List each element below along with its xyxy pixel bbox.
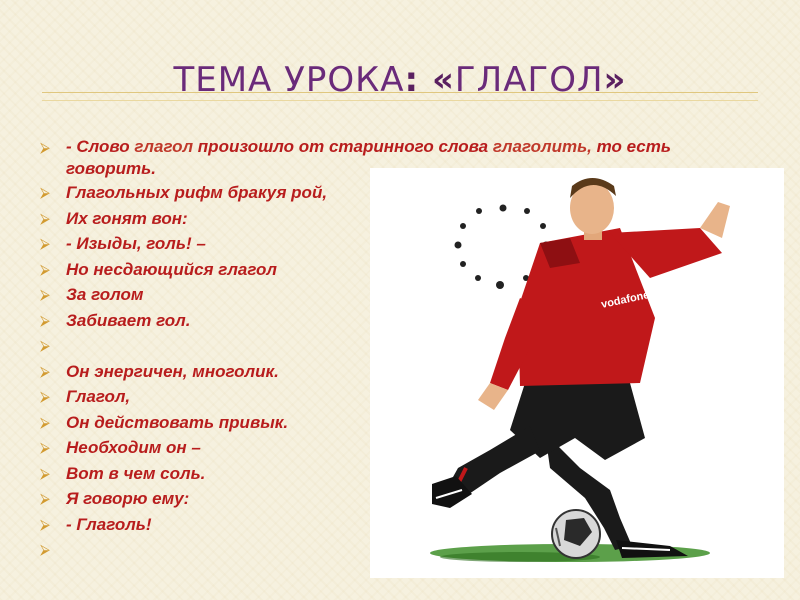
list-item-text: Он энергичен, многолик.: [66, 361, 279, 381]
footballer-image: [370, 168, 784, 578]
list-item-text: Я говорю ему:: [66, 489, 190, 508]
title-prefix: ТЕМА УРОКА: [173, 60, 405, 100]
list-item-text: произошло от старинного слова: [193, 137, 493, 156]
arrow-bullet-icon: ⮚: [40, 139, 50, 155]
arrow-bullet-icon: ⮚: [40, 413, 50, 430]
list-item-text: то есть говорить.: [66, 137, 671, 178]
title-rule-bottom: [42, 100, 758, 101]
list-item-text: Вот в чем соль.: [66, 463, 206, 483]
arrow-bullet-icon: ⮚: [40, 464, 50, 481]
arrow-bullet-icon: ⮚: [40, 337, 50, 353]
arrow-bullet-icon: ⮚: [40, 311, 50, 328]
arrow-bullet-icon: ⮚: [40, 362, 50, 379]
list-item-text: - Изыды, голь! –: [66, 234, 206, 253]
arrow-bullet-icon: ⮚: [40, 209, 50, 226]
list-item-text: Необходим он –: [66, 438, 201, 457]
arrow-bullet-icon: ⮚: [40, 388, 50, 404]
arrow-bullet-icon: ⮚: [40, 184, 50, 200]
footballer-illustration: [370, 168, 784, 578]
keyword-glagol: глагол: [134, 137, 194, 156]
arrow-bullet-icon: ⮚: [40, 235, 50, 251]
ball-icon: [552, 510, 600, 558]
list-item-text: - Глаголь!: [66, 514, 152, 534]
arrow-bullet-icon: ⮚: [40, 490, 50, 506]
list-item-text: Их гонят вон:: [66, 208, 188, 228]
arrow-bullet-icon: ⮚: [40, 541, 50, 557]
title-colon: :: [404, 60, 432, 100]
arrow-bullet-icon: ⮚: [40, 439, 50, 455]
title-open-quote: «: [431, 60, 455, 100]
list-item-text: Глагол,: [66, 387, 131, 406]
list-item-text: Но несдающийся глагол: [66, 259, 277, 279]
keyword-glagolit: глаголить,: [492, 137, 592, 156]
arrow-bullet-icon: ⮚: [40, 260, 50, 277]
title-close-quote: »: [603, 60, 627, 100]
arrow-bullet-icon: ⮚: [40, 515, 50, 532]
shirt-sponsor-text: vodafone: [600, 289, 651, 311]
list-item-text: Он действовать привык.: [66, 412, 289, 432]
list-item-text: Забивает гол.: [66, 310, 191, 330]
list-item-text: Глагольных рифм бракуя рой,: [66, 183, 328, 202]
title-word: ГЛАГОЛ: [454, 60, 604, 100]
list-item-text: - Слово: [66, 137, 135, 156]
list-item-text: За голом: [66, 285, 144, 304]
slide-title: [0, 60, 800, 100]
arrow-bullet-icon: ⮚: [40, 286, 50, 302]
